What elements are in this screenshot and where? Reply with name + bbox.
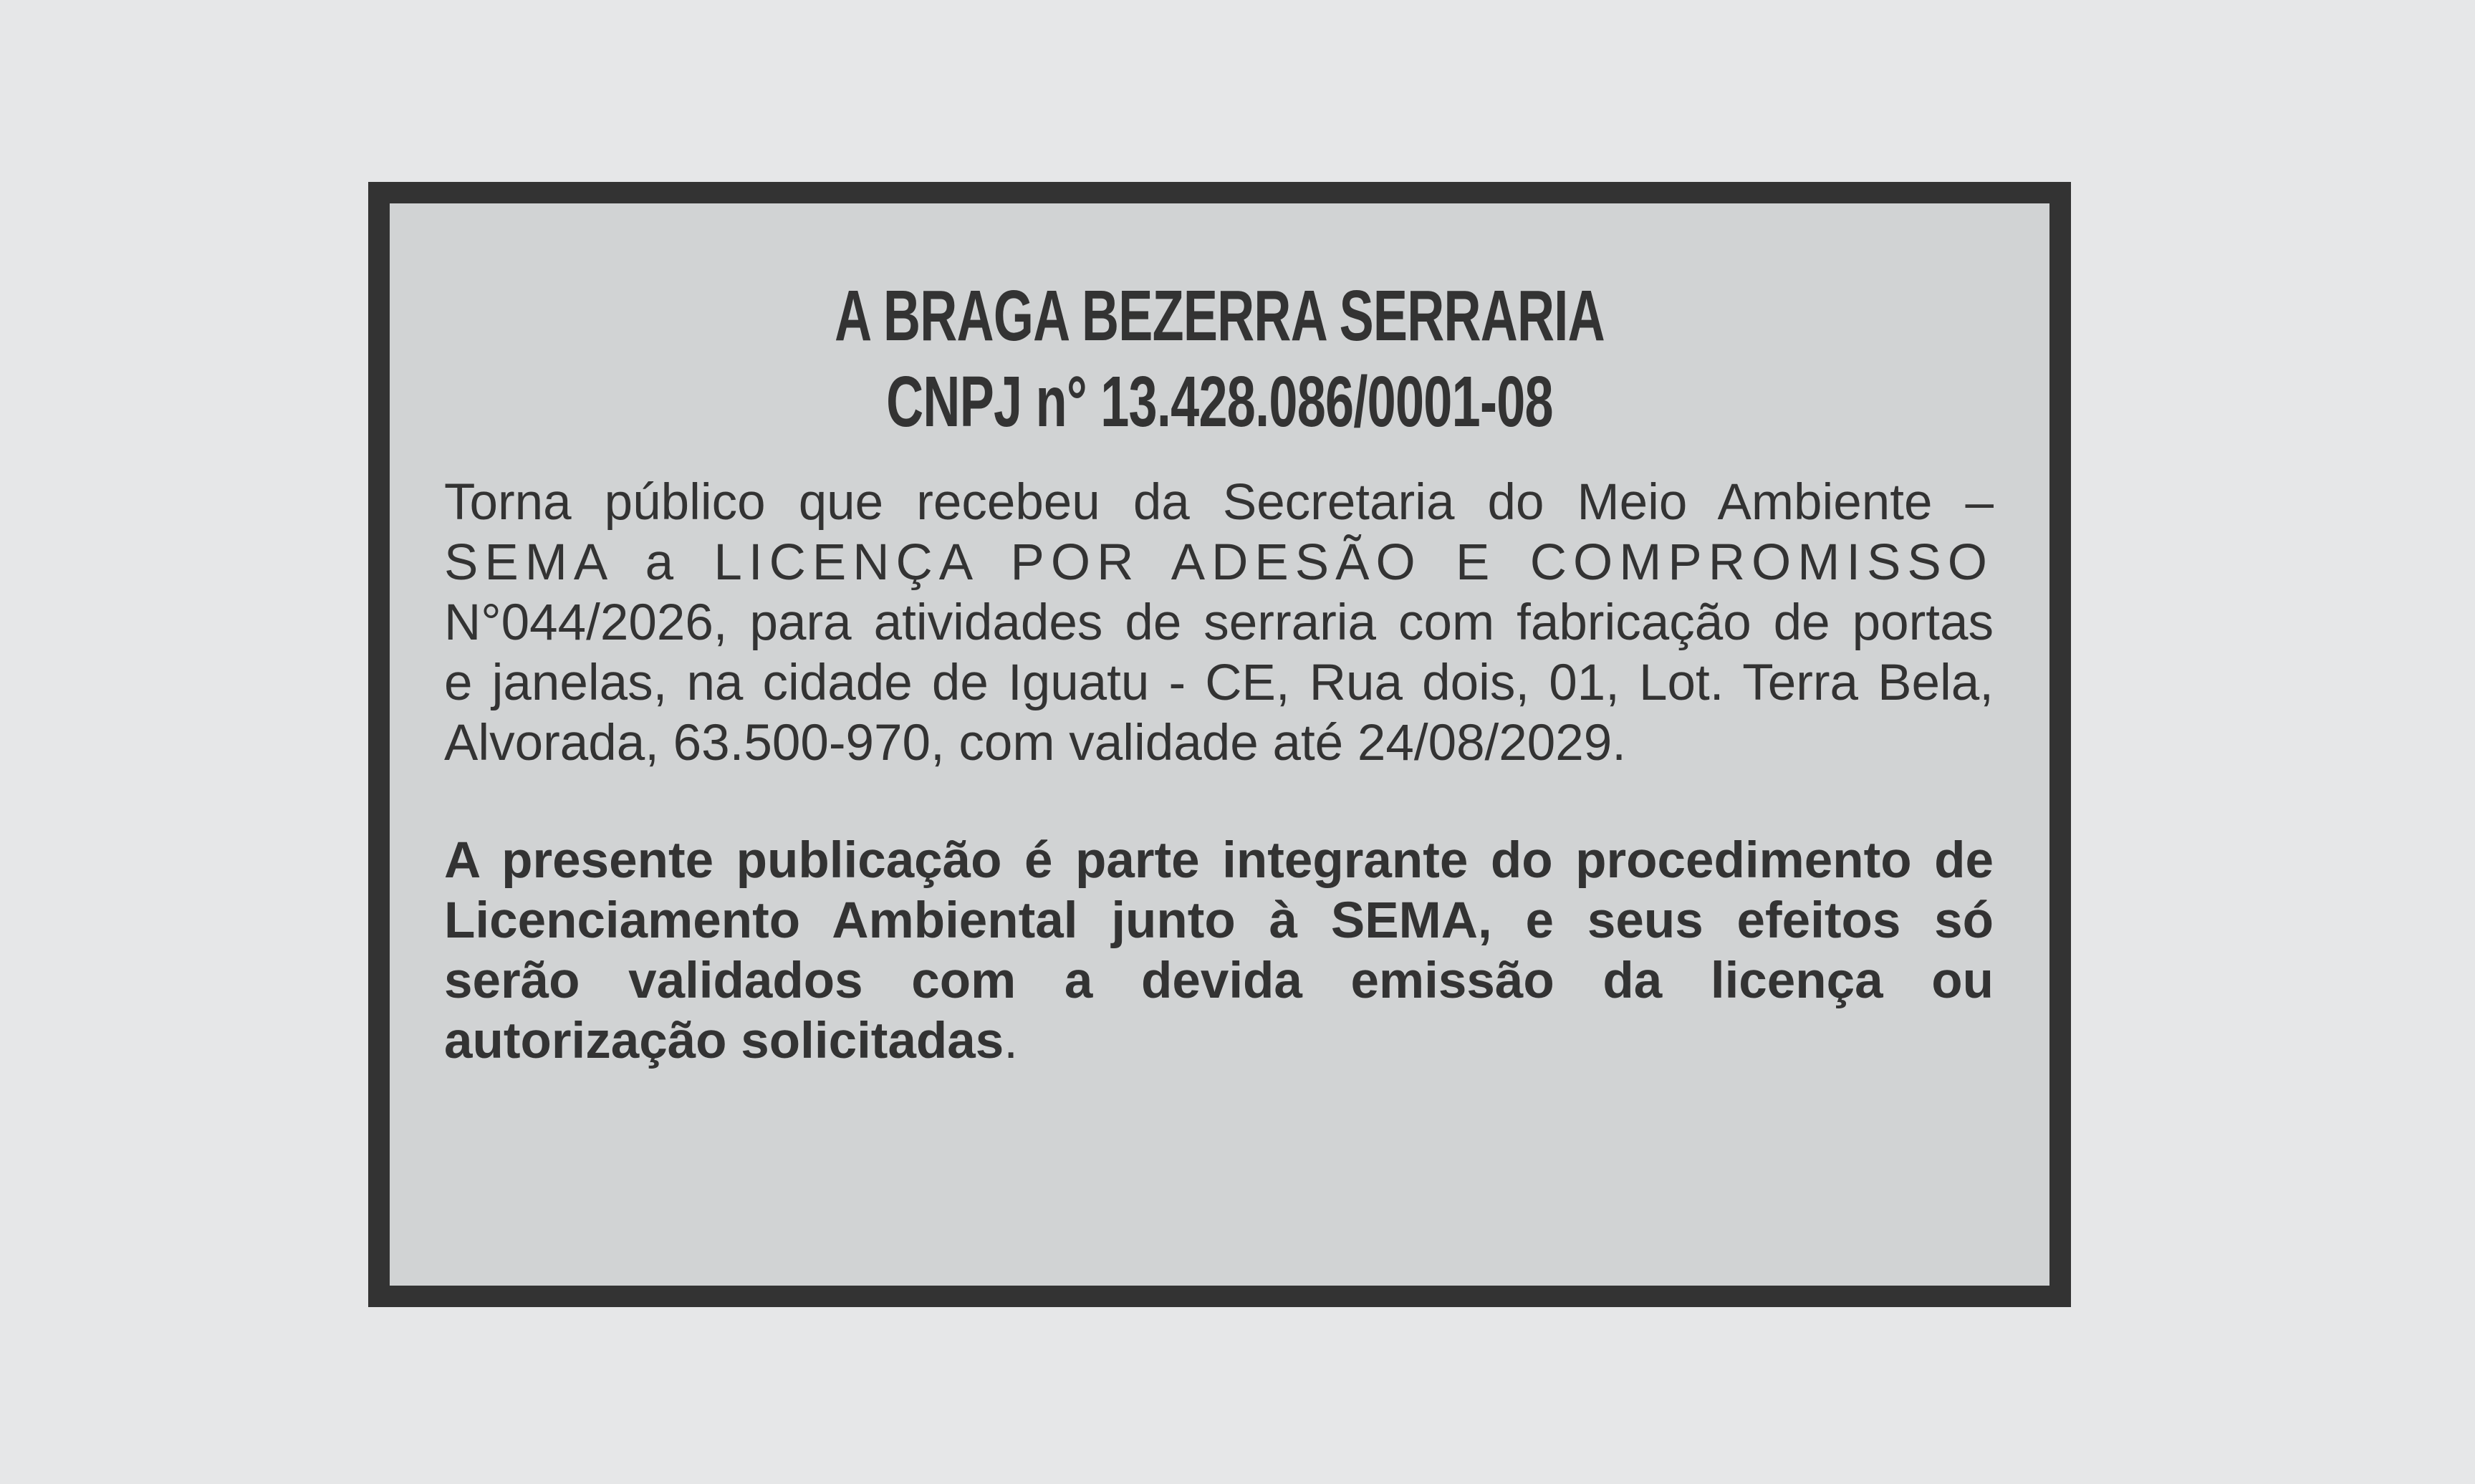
disclaimer-period: . [1004, 1013, 1019, 1069]
disclaimer-line-2: Licenciamento Ambiental junto à SEMA, e seus efeitos só [444, 892, 1994, 949]
notice-line-1: Torna público que recebeu da Secretaria do Meio Ambiente – [444, 474, 1994, 531]
notice-line-5: Alvorada, 63.500-970, com validade até 24/08/2029. [444, 715, 1626, 771]
notice-line-2: SEMA a LICENÇA POR ADESÃO E COMPROMISSO [444, 534, 1994, 591]
disclaimer-line-4 [444, 1011, 1994, 1071]
disclaimer-line-1: A presente publicação é parte integrante do procedimento de [444, 832, 1994, 889]
company-name-heading: A BRAGA BEZERRA SERRARIA [835, 276, 1605, 356]
cnpj-heading: CNPJ n° 13.428.086/0001-08 [886, 362, 1553, 442]
disclaimer-paragraph [444, 831, 1994, 1071]
notice-paragraph [444, 473, 1994, 774]
notice-line-4: e janelas, na cidade de Iguatu - CE, Rua dois, 01, Lot. Terra Bela, [444, 655, 1994, 711]
disclaimer-line-3: serão validados com a devida emissão da licença ou [444, 953, 1994, 1009]
legal-notice-box [368, 182, 2071, 1307]
notice-line-3: N°044/2026, para atividades de serraria com fabricação de portas [444, 594, 1994, 651]
disclaimer-line-4-text: autorização solicitadas [444, 1013, 1004, 1069]
